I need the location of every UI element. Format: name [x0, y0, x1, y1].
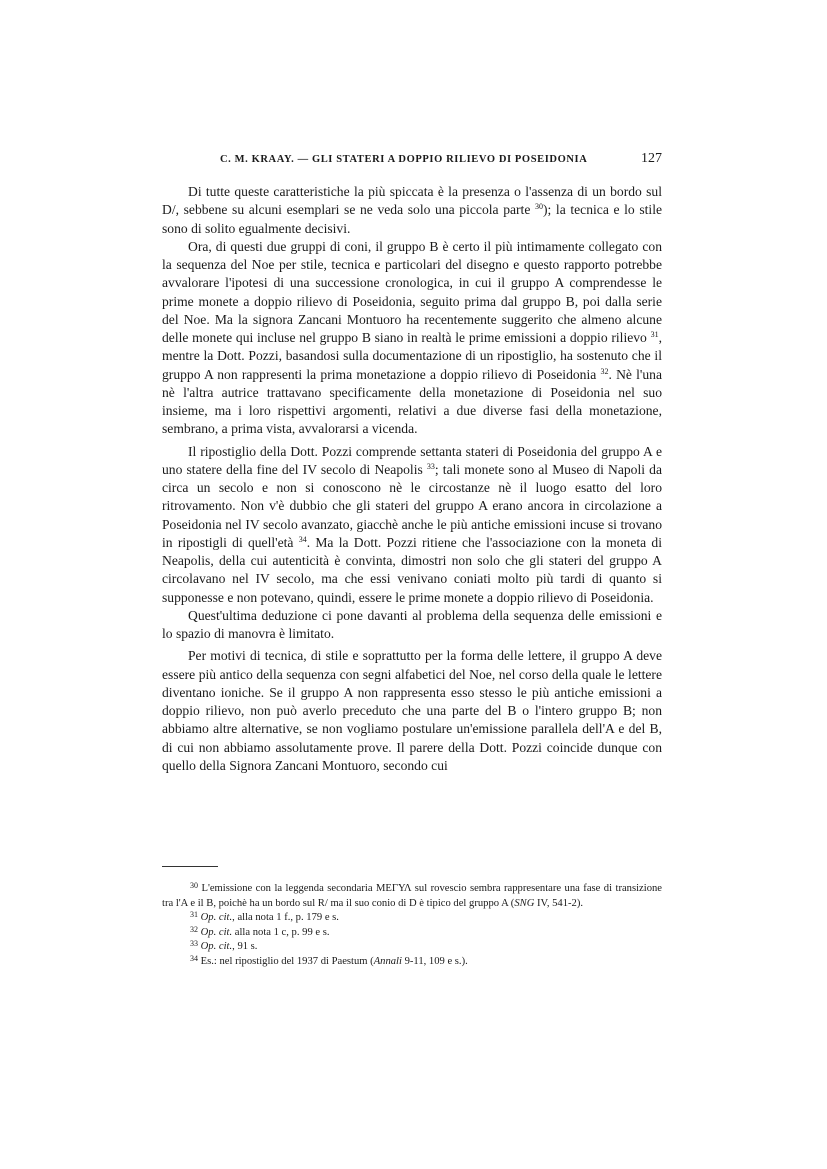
footnote-ref[interactable]: 31 [650, 330, 659, 339]
footnote-ref[interactable]: 33 [426, 461, 435, 471]
footnote-ref[interactable]: 32 [600, 366, 609, 376]
footnote-number: 31 [190, 910, 198, 920]
footnote: $^{31}$ Op. cit., alla nota 1 f., p. 179 e s. [190, 910, 339, 924]
running-title: C. M. KRAAY. — GLI STATERI A DOPPIO RILIEVO DI POSEIDONIA [220, 154, 588, 165]
paragraph: Per motivi di tecnica, di stile e soprattutto per la forma delle lettere, il gruppo A deve essere più antico della sequenza con segni alfabetici del Noe, nel corso della quale le lettere diventano ioniche. Se il gruppo A non rappresenta esso stesso le più antiche emissioni a doppio rilievo, non può averlo preceduto che una parte del B o l'intero gruppo B; non abbiamo altre alternative, se non vogliamo postulare un'emissione parallela dell'A e del B, di cui non abbiamo assolutamente prove. Il parere della Dott. Pozzi coincide dunque con quello della Signora Zancani Montuoro, secondo cui [162, 648, 662, 773]
page-number: 127 [641, 151, 662, 166]
body-text [162, 183, 662, 775]
footnotes [162, 882, 662, 970]
footnote-ref[interactable]: 34 [298, 534, 307, 544]
paragraph: Di tutte queste caratteristiche la più spiccata è la presenza o l'assenza di un bordo sul D/, sebbene su alcuni esemplari se ne veda solo una piccola parte $^{30}$); la tecnica e lo stile sono di solito egualmente decisivi. [162, 184, 663, 236]
footnote: $^{33}$ Op. cit., 91 s. [190, 939, 258, 953]
paragraph: Ora, di questi due gruppi di coni, il gruppo B è certo il più intimamente collegato con la sequenza del Noe per stile, tecnica e particolari del disegno e questo rapporto potrebbe avvalorare l'ipotesi di una successione cronologica, in cui il gruppo A comprendesse le prime monete a doppio rilievo di Poseidonia, seguito prima dal gruppo B, poi dalla serie del Noe. Ma la signora Zancani Montuoro ha recentemente suggerito che almeno alcune delle monete qui incluse nel gruppo B siano in realtà le prime emissioni a doppio rilievo $^{31}$, mentre la Dott. Pozzi, basandosi sulla documentazione di un ripostiglio, ha sostenuto che il gruppo A non rappresenti la prima monetazione a doppio rilievo di Poseidonia $^{32}$. Nè l'una nè l'altra autrice trattavano specificamente della monetazione di Poseidonia nel suo insieme, ma i loro rispettivi argomenti, relativi a due diverse fasi della monetazione, sembrano, a prima vista, avvalorarsi a vicenda. [162, 238, 662, 437]
paragraph: Il ripostiglio della Dott. Pozzi comprende settanta stateri di Poseidonia del gruppo A e uno statere della fine del IV secolo di Neapolis $^{33}$; tali monete sono al Museo di Napoli da circa un secolo e non si conoscono nè le circostanze nè il luogo esatto del loro ritrovamento. Non v'è dubbio che gli stateri del gruppo A erano ancora in circolazione a Poseidonia nel IV secolo avanzato, giacchè anche le più antiche emissioni incuse si trovano in ripostigli di quell'età $^{34}$. Ma la Dott. Pozzi ritiene che l'associazione con la moneta di Neapolis, della cui autenticità è convinta, dimostri non solo che gli stateri del gruppo A circolavano nel IV secolo, ma che essi venivano coniati molto più tardi di quanto si supponesse e non potevano, quindi, essere le prime monete a doppio rilievo di Poseidonia. [162, 443, 662, 605]
footnote: $^{30}$ L'emissione con la leggenda secondaria ΜΕΓΥΛ sul rovescio sembra rappresentare una fase di transizione tra l'A e il B, poichè ha un bordo sul R/ ma il suo conio di D è tipico del gruppo A (SNG IV, 541-2). [162, 881, 662, 909]
footnote: $^{34}$ Es.: nel ripostiglio del 1937 di Paestum (Annali 9-11, 109 e s.). [190, 953, 468, 967]
footnote-number: 30 [190, 881, 198, 890]
footnote-ref[interactable]: 30 [535, 202, 543, 212]
footnote-number: 34 [190, 953, 198, 963]
page-header [162, 151, 662, 171]
footnote-number: 32 [190, 924, 198, 934]
footnote: $^{32}$ Op. cit. alla nota 1 c, p. 99 e s. [190, 924, 330, 938]
footnote-rule [162, 866, 218, 867]
footnote-number: 33 [190, 939, 198, 949]
paragraph: Quest'ultima deduzione ci pone davanti al problema della sequenza delle emissioni e lo spazio di manovra è limitato. [162, 607, 662, 641]
